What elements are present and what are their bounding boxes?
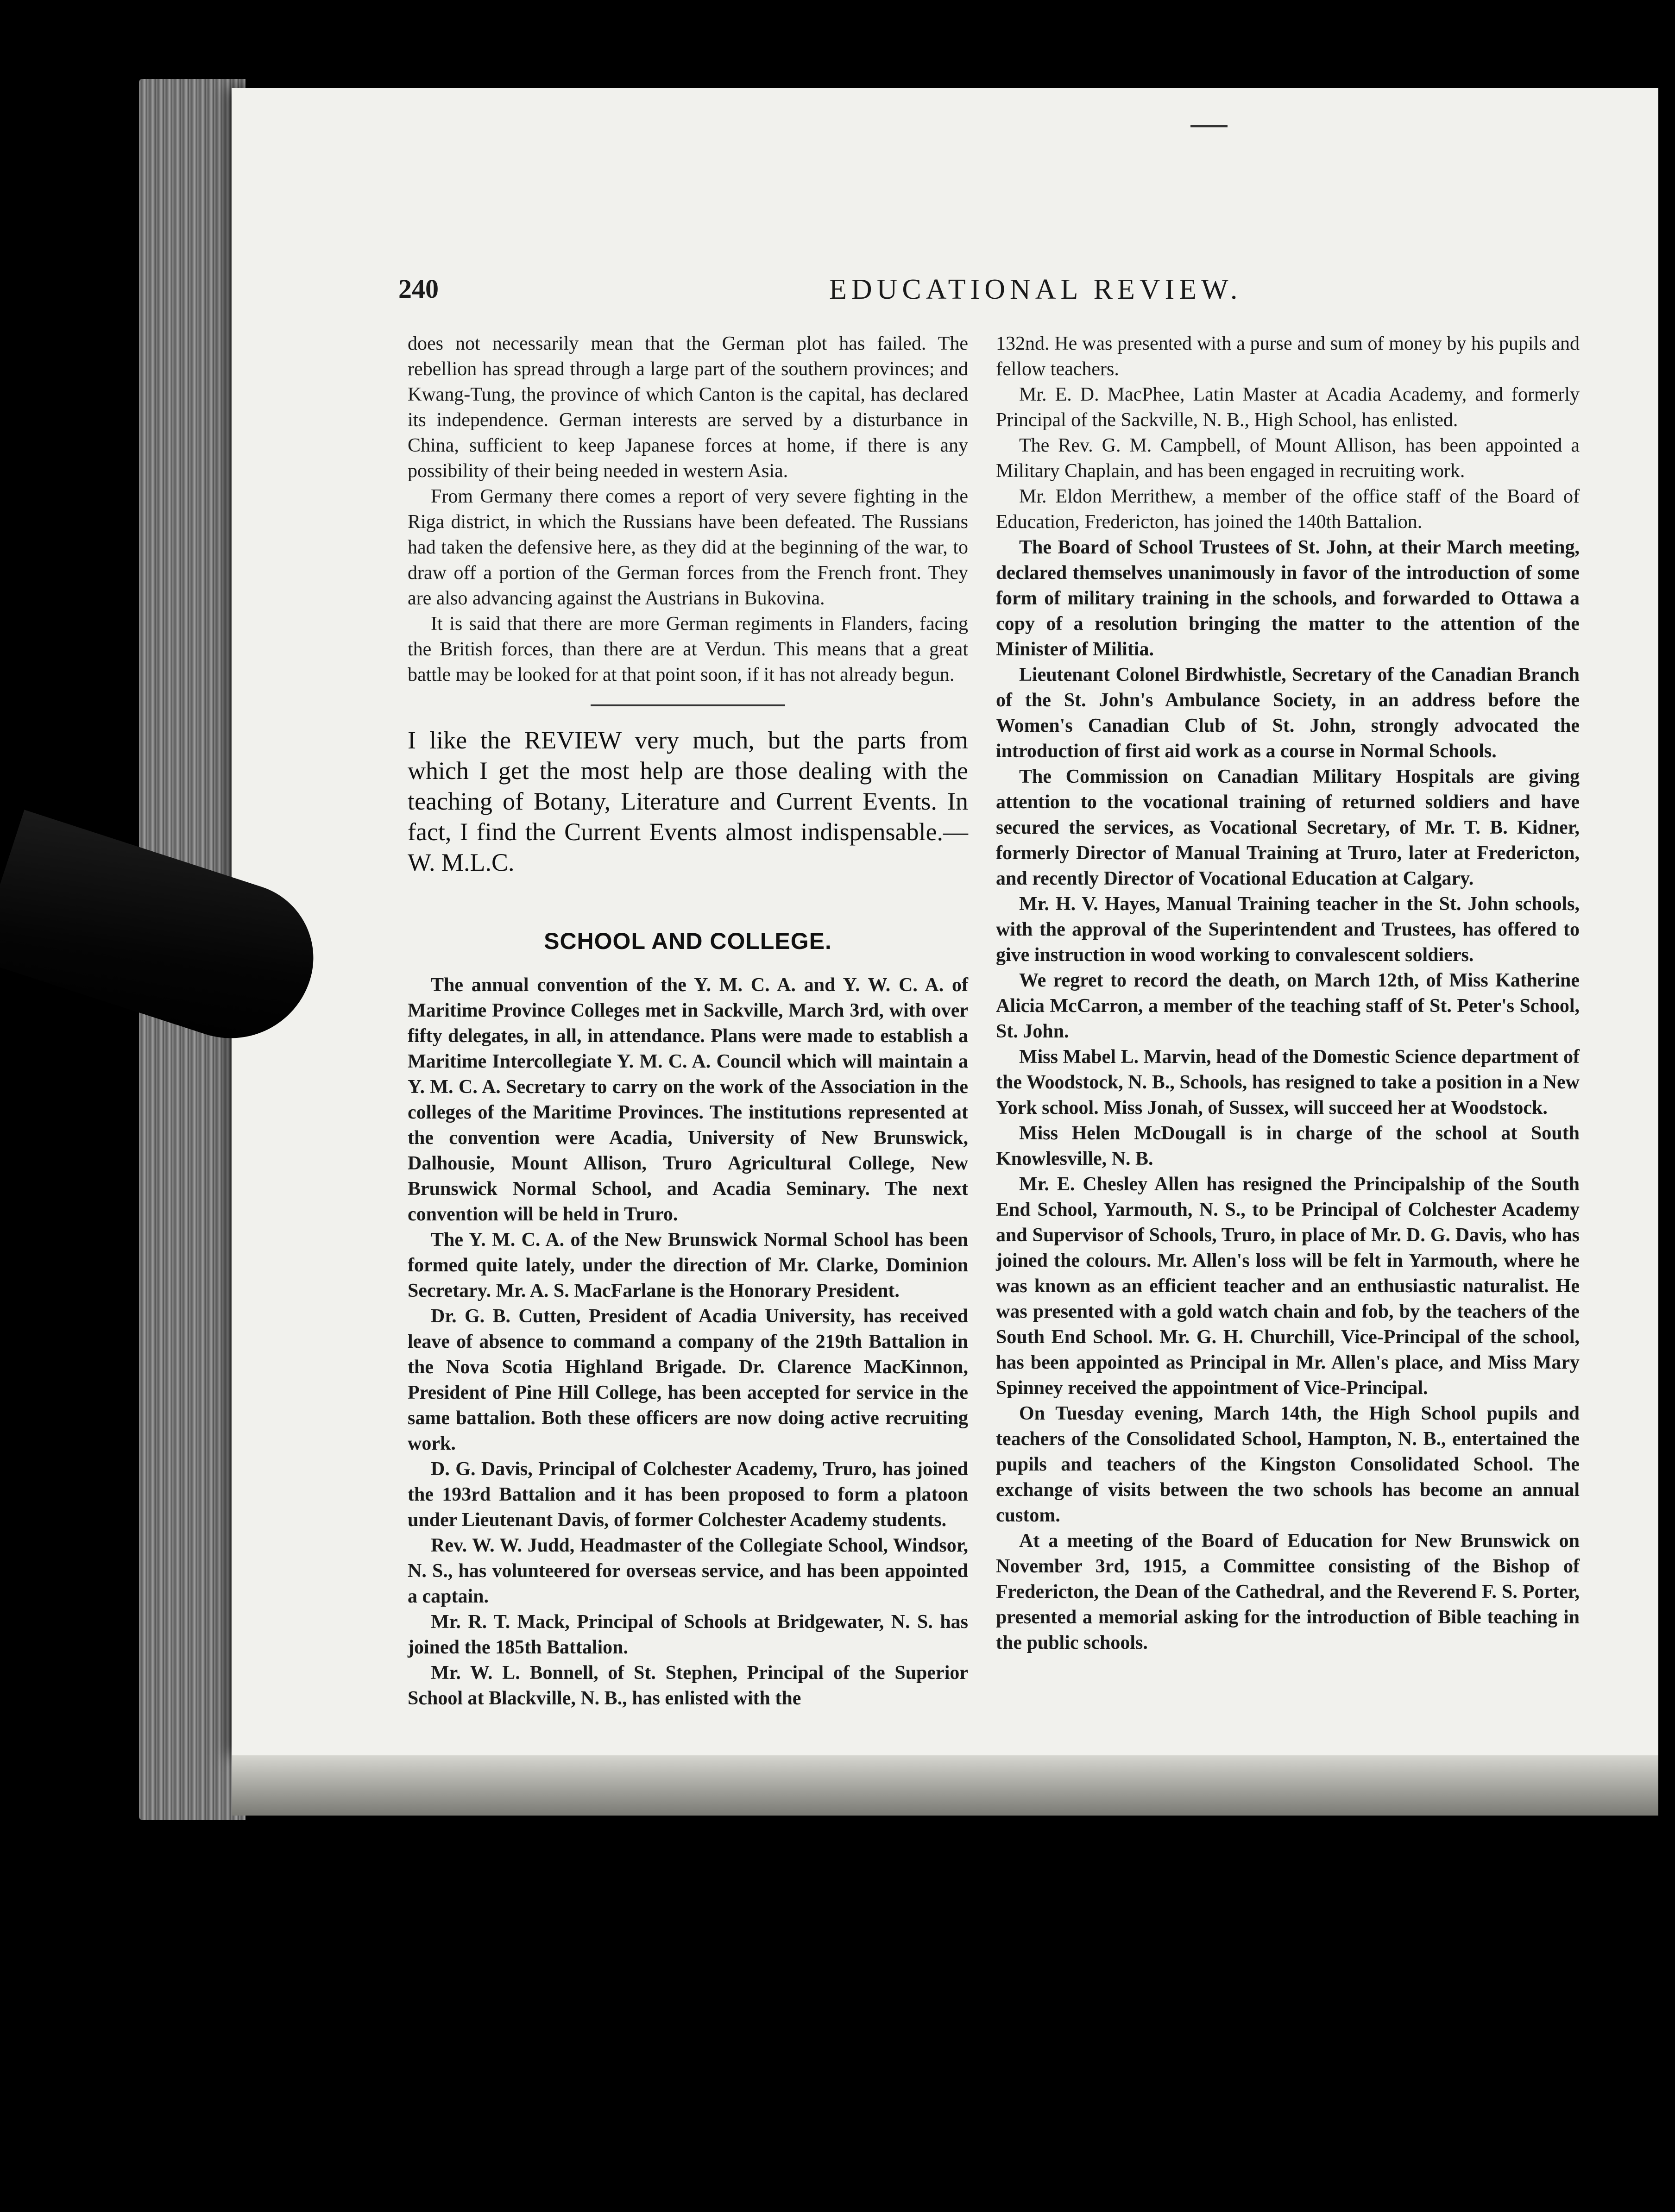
paragraph: The Rev. G. M. Campbell, of Mount Allison, has been appointed a Military Chaplain, and has been engaged in recruiting work. xyxy=(996,435,1580,482)
page-number: 240 xyxy=(398,274,439,304)
paragraph: Mr. Eldon Merrithew, a member of the office staff of the Board of Education, Fredericton, has joined the 140th Battalion. xyxy=(996,486,1580,533)
news-paragraph: On Tuesday evening, March 14th, the High School pupils and teachers of the Consolidated School, Hampton, N. B., entertained the pupils and teachers of the Kingston Consolidated School. The exchange of visits between the two schools has become an annual custom. xyxy=(996,1403,1580,1526)
paragraph: 132nd. He was presented with a purse and sum of money by his pupils and fellow teachers. xyxy=(996,333,1580,380)
news-paragraph: Mr. E. Chesley Allen has resigned the Principalship of the South End School, Yarmouth, N. S., to be Principal of Colchester Academy and Supervisor of Schools, Truro, in place of Mr. D. G. Davis, who has joined the colours. Mr. Allen's loss will be felt in Yarmouth, where he was known as an efficient teacher and an enthusiastic naturalist. He was presented with a gold watch chain and fob, by the teachers of the South End School. Mr. G. H. Churchill, Vice-Principal of the school, has been appointed as Principal in Mr. Allen's place, and Miss Mary Spinney received the appointment of Vice-Principal. xyxy=(996,1174,1580,1399)
journal-title: EDUCATIONAL REVIEW. xyxy=(829,274,1242,305)
header-dash xyxy=(1190,125,1228,127)
paragraph: From Germany there comes a report of very severe fighting in the Riga district, in which the Russians have been defeated. The Russians had taken the defensive here, as they did at the beginning of the war, to draw off a portion of the German forces from the French front. They are also advancing against the Austrians in Bukovina. xyxy=(408,486,968,609)
news-paragraph: Mr. W. L. Bonnell, of St. Stephen, Principal of the Superior School at Blackville, N. B., has enlisted with the xyxy=(408,1662,968,1709)
page-bottom-shadow xyxy=(232,1755,1658,1816)
news-paragraph: The Commission on Canadian Military Hospitals are giving attention to the vocational training of returned soldiers and have secured the services, as Vocational Secretary, of Mr. T. B. Kidner, formerly Director of Manual Training at Truro, later at Fredericton, and recently Director of Vocational Education at Calgary. xyxy=(996,766,1580,889)
left-column xyxy=(408,331,968,1711)
news-paragraph: We regret to record the death, on March 12th, of Miss Katherine Alicia McCarron, a member of the teaching staff of St. Peter's School, St. John. xyxy=(996,970,1580,1042)
right-news xyxy=(996,535,1580,1656)
news-paragraph: Miss Helen McDougall is in charge of the school at South Knowlesville, N. B. xyxy=(996,1123,1580,1169)
news-paragraph: Dr. G. B. Cutten, President of Acadia University, has received leave of absence to command a company of the 219th Battalion in the Nova Scotia Highland Brigade. Dr. Clarence MacKinnon, President of Pine Hill College, has been accepted for service in the same battalion. Both these officers are now doing active recruiting work. xyxy=(408,1306,968,1454)
section-divider xyxy=(591,704,785,706)
news-paragraph: At a meeting of the Board of Education for New Brunswick on November 3rd, 1915, a Committee consisting of the Bishop of Fredericton, the Dean of the Cathedral, and the Reverend F. S. Porter, presented a memorial asking for the introduction of Bible teaching in the public schools. xyxy=(996,1530,1580,1653)
news-paragraph: D. G. Davis, Principal of Colchester Academy, Truro, has joined the 193rd Battalion and it has been proposed to form a platoon under Lieutenant Davis, of former Colchester Academy students. xyxy=(408,1458,968,1531)
right-column xyxy=(996,331,1580,1656)
section-heading: SCHOOL AND COLLEGE. xyxy=(544,928,832,954)
paragraph: It is said that there are more German regiments in Flanders, facing the British forces, than there are at Verdun. This means that a great battle may be looked for at that point soon, if it has not already begun. xyxy=(408,613,968,685)
news-paragraph: Mr. R. T. Mack, Principal of Schools at Bridgewater, N. S. has joined the 185th Battalion. xyxy=(408,1611,968,1658)
news-paragraph: Miss Mabel L. Marvin, head of the Domestic Science department of the Woodstock, N. B., Schools, has resigned to take a position in a New York school. Miss Jonah, of Sussex, will succeed her at Woodstock. xyxy=(996,1046,1580,1119)
news-paragraph: Lieutenant Colonel Birdwhistle, Secretary of the Canadian Branch of the St. John's Ambulance Society, in an address before the Women's Canadian Club of St. John, strongly advocated the introduction of first aid work as a course in Normal Schools. xyxy=(996,664,1580,762)
news-paragraph: The annual convention of the Y. M. C. A. and Y. W. C. A. of Maritime Province Colleges met in Sackville, March 3rd, with over fifty delegates, in all, in attendance. Plans were made to establish a Maritime Intercollegiate Y. M. C. A. Council which will maintain a Y. M. C. A. Secretary to carry on the work of the Association in the colleges of the Maritime Provinces. The institutions represented at the convention were Acadia, University of New Brunswick, Dalhousie, Mount Allison, Truro Agricultural College, New Brunswick Normal School, and Acadia Seminary. The next convention will be held in Truro. xyxy=(408,974,968,1225)
school-news xyxy=(408,973,968,1711)
paragraph: Mr. E. D. MacPhee, Latin Master at Acadia Academy, and formerly Principal of the Sackville, N. B., High School, has enlisted. xyxy=(996,384,1580,431)
reader-testimonial: I like the REVIEW very much, but the parts from which I get the most help are those dealing with the teaching of Botany, Literature and Current Events. In fact, I find the Current Events almost indispensable.— W. M.L.C. xyxy=(408,726,968,876)
news-paragraph: Mr. H. V. Hayes, Manual Training teacher in the St. John schools, with the approval of the Superintendent and Trustees, has offered to give instruction in wood working to convalescent soldiers. xyxy=(996,893,1580,966)
news-paragraph: The Y. M. C. A. of the New Brunswick Normal School has been formed quite lately, under the direction of Mr. Clarke, Dominion Secretary. Mr. A. S. MacFarlane is the Honorary President. xyxy=(408,1229,968,1301)
paragraph: does not necessarily mean that the German plot has failed. The rebellion has spread through a large part of the southern provinces; and Kwang-Tung, the province of which Canton is the capital, has declared its independence. German interests are served by a disturbance in China, sufficient to keep Japanese forces at home, if there is any possibility of their being needed in western Asia. xyxy=(408,333,968,482)
news-paragraph: Rev. W. W. Judd, Headmaster of the Collegiate School, Windsor, N. S., has volunteered for overseas service, and has been appointed a captain. xyxy=(408,1535,968,1607)
news-paragraph: The Board of School Trustees of St. John, at their March meeting, declared themselves unanimously in favor of the introduction of some form of military training in the schools, and forwarded to Ottawa a copy of a resolution bringing the matter to the attention of the Minister of Militia. xyxy=(996,537,1580,660)
running-head xyxy=(398,273,1603,310)
